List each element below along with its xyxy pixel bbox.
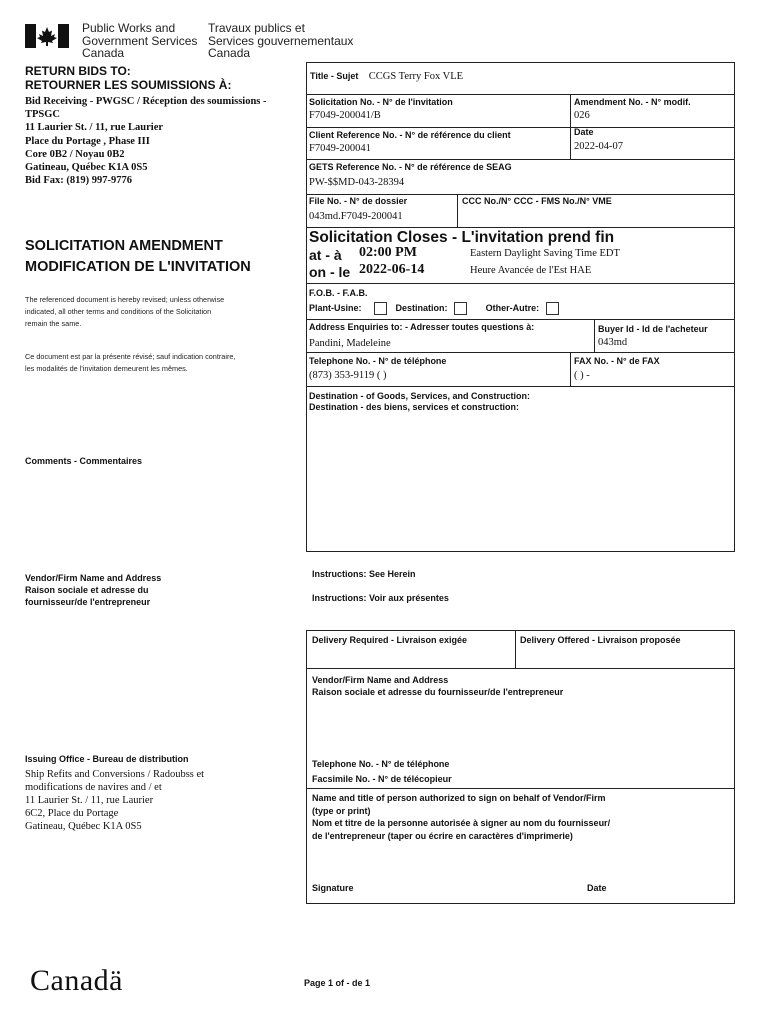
vendor-name-line: Vendor/Firm Name and Address: [312, 675, 449, 685]
vendor-label-line: Raison sociale et adresse du: [25, 585, 149, 595]
address-line: Gatineau, Québec K1A 0S5: [25, 162, 148, 174]
timezone-en: Eastern Daylight Saving Time EDT: [470, 248, 620, 259]
other-label: Other-Autre:: [485, 302, 540, 313]
note-line: The referenced document is hereby revised; unless otherwise: [25, 295, 225, 304]
issuing-line: Ship Refits and Conversions / Radoubss et: [25, 769, 205, 780]
closing-on-label: on - le: [309, 264, 351, 280]
dept-fr-line: Services gouvernementaux: [208, 33, 354, 48]
page-number: Page 1 of - de 1: [304, 978, 371, 988]
department-name-en: [82, 22, 197, 60]
address-line: Bid Receiving - PWGSC / Réception des soumissions -: [25, 96, 267, 107]
return-bids-heading: [25, 64, 231, 92]
issuing-line: Gatineau, Québec K1A 0S5: [25, 821, 142, 832]
dept-fr-line: Canada: [208, 46, 251, 60]
amendment-no-value: 026: [574, 110, 590, 121]
file-no-value: 043md.F7049-200041: [309, 211, 403, 222]
address-line: 11 Laurier St. / 11, rue Laurier: [25, 122, 164, 134]
note-line: les modalités de l'invitation demeurent les mêmes.: [25, 364, 188, 373]
amendment-title-fr: MODIFICATION DE L'INVITATION: [25, 259, 251, 275]
instructions-fr: Instructions: Voir aux présentes: [312, 593, 449, 603]
address-line: Core 0B2 / Noyau 0B2: [25, 148, 125, 160]
dept-en-line: Canada: [82, 46, 125, 60]
vendor-name-address-label: [312, 674, 563, 698]
destination-line-fr: Destination - des biens, services et construction:: [309, 402, 520, 412]
fob-options: [309, 302, 563, 315]
date-value: 2022-04-07: [574, 141, 623, 152]
client-ref-value: F7049-200041: [309, 143, 371, 154]
note-line: indicated, all other terms and conditions of the Solicitation: [25, 307, 212, 316]
solicitation-no-label: Solicitation No. - N° de l'invitation: [309, 97, 453, 107]
title-value: CCGS Terry Fox VLE: [368, 71, 464, 82]
dept-en-line: Public Works and: [82, 21, 176, 35]
dept-fr-line: Travaux publics et: [208, 21, 305, 35]
department-name-fr: [208, 22, 353, 60]
auth-line: de l'entrepreneur (taper ou écrire en caractères d'imprimerie): [312, 830, 573, 841]
vendor-name-line: Raison sociale et adresse du fournisseur/de l'entrepreneur: [312, 687, 564, 697]
ccc-no-label: CCC No./N° CCC - FMS No./N° VME: [462, 196, 612, 206]
issuing-office-address: [25, 768, 204, 833]
delivery-required-label: Delivery Required - Livraison exigée: [312, 635, 468, 645]
signature-date-label: Date: [587, 883, 607, 893]
government-flag-icon: [25, 24, 69, 53]
file-no-label: File No. - N° de dossier: [309, 196, 408, 206]
timezone-fr: Heure Avancée de l'Est HAE: [470, 265, 592, 276]
auth-line: Name and title of person authorized to sign on behalf of Vendor/Firm: [312, 793, 606, 803]
comments-label: Comments - Commentaires: [25, 456, 143, 466]
note-line: Ce document est par la présente révisé; sauf indication contraire,: [25, 352, 236, 361]
signature-label: Signature: [312, 883, 354, 893]
auth-line: (type or print): [312, 805, 371, 816]
amendment-no-label: Amendment No. - N° modif.: [574, 97, 691, 107]
fax-label: FAX No. - N° de FAX: [574, 356, 660, 366]
gets-ref-value: PW-$$MD-043-28394: [309, 177, 405, 188]
amendment-note-fr: [25, 351, 236, 375]
vendor-facsimile-label: Facsimile No. - N° de télécopieur: [312, 774, 452, 784]
dept-en-line: Government Services: [82, 33, 198, 48]
destination-label: Destination:: [395, 302, 448, 313]
delivery-offered-label: Delivery Offered - Livraison proposée: [520, 635, 681, 645]
buyer-id-label: Buyer Id - Id de l'acheteur: [598, 324, 708, 334]
vendor-label-line: Vendor/Firm Name and Address: [25, 573, 162, 583]
buyer-id-value: 043md: [598, 337, 628, 348]
solicitation-no-value: F7049-200041/B: [309, 110, 381, 121]
amendment-title: [25, 236, 251, 278]
issuing-line: 6C2, Place du Portage: [25, 808, 119, 819]
auth-line: Nom et titre de la personne autorisée à signer au nom du fournisseur/: [312, 818, 611, 828]
destination-checkbox[interactable]: [454, 302, 467, 315]
date-label: Date: [574, 127, 594, 137]
closing-date-value: 2022-06-14: [359, 262, 425, 277]
address-line: Place du Portage , Phase III: [25, 135, 150, 147]
return-bids-title-fr: RETOURNER LES SOUMISSIONS À:: [25, 78, 232, 92]
plant-label: Plant-Usine:: [309, 302, 362, 313]
return-bids-title-en: RETURN BIDS TO:: [25, 64, 131, 78]
canada-wordmark: Canadä: [30, 964, 123, 997]
closing-title: Solicitation Closes - L'invitation prend fin: [309, 229, 615, 246]
destination-line-en: Destination - of Goods, Services, and Construction:: [309, 391, 531, 401]
telephone-label: Telephone No. - N° de téléphone: [309, 356, 447, 366]
issuing-office-label: Issuing Office - Bureau de distribution: [25, 754, 189, 764]
instructions-en: Instructions: See Herein: [312, 569, 416, 579]
address-line: TPSGC: [25, 109, 61, 121]
bid-fax-line: Bid Fax: (819) 997-9776: [25, 175, 133, 187]
client-ref-label: Client Reference No. - N° de référence du client: [309, 130, 511, 140]
vendor-left-label: [25, 572, 161, 608]
authorized-person-label: [312, 792, 610, 842]
address-enquiries-value: Pandini, Madeleine: [309, 338, 391, 349]
destination-goods-label: [309, 391, 530, 413]
vendor-telephone-label: Telephone No. - N° de téléphone: [312, 759, 450, 769]
closing-at-label: at - à: [309, 247, 342, 263]
address-enquiries-label: Address Enquiries to: - Adresser toutes questions à:: [309, 322, 535, 332]
closing-time-value: 02:00 PM: [359, 245, 417, 260]
gets-ref-label: GETS Reference No. - N° de référence de SEAG: [309, 162, 512, 172]
other-checkbox[interactable]: [546, 302, 559, 315]
title-label: Title - Sujet: [310, 71, 359, 81]
fob-label: F.O.B. - F.A.B.: [309, 288, 368, 298]
issuing-line: 11 Laurier St. / 11, rue Laurier: [25, 795, 154, 806]
note-line: remain the same.: [25, 319, 82, 328]
return-bids-address: [25, 95, 267, 187]
telephone-value: (873) 353-9119 ( ): [309, 370, 387, 381]
plant-checkbox[interactable]: [374, 302, 387, 315]
title-field: [310, 66, 463, 84]
fax-value: ( ) -: [574, 370, 590, 381]
amendment-title-en: SOLICITATION AMENDMENT: [25, 238, 223, 254]
vendor-label-line: fournisseur/de l'entrepreneur: [25, 597, 151, 607]
issuing-line: modifications de navires and / et: [25, 782, 162, 793]
amendment-note-en: [25, 294, 224, 330]
